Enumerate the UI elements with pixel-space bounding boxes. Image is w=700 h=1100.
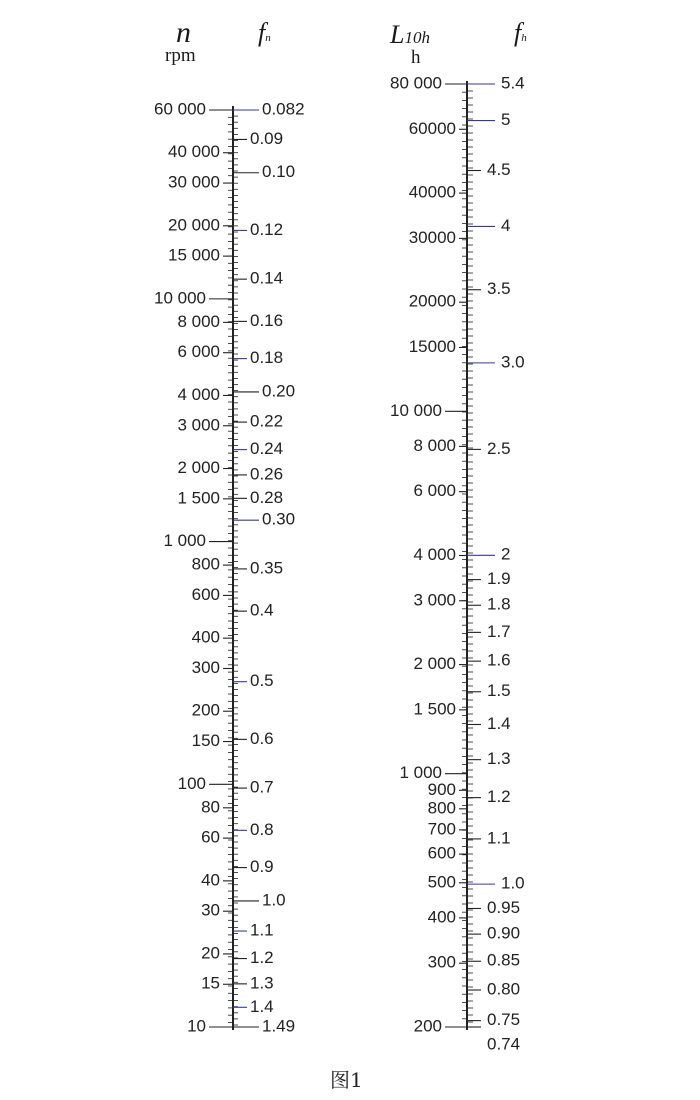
l10h-tick-label: 10 000 <box>390 400 442 420</box>
fh-tick-label: 1.7 <box>487 621 511 641</box>
fn-tick-label: 0.082 <box>262 99 305 119</box>
fn-tick-label: 0.12 <box>250 219 284 239</box>
fh-tick-label: 1.1 <box>487 828 511 848</box>
fn-tick-label: 0.4 <box>250 600 274 620</box>
l10h-tick-label: 500 <box>427 872 456 892</box>
fh-tick-label: 0.75 <box>487 1010 521 1030</box>
n-tick-label: 15 <box>201 973 220 993</box>
fh-tick-label: 0.74 <box>487 1034 521 1054</box>
n-axis-unit: rpm <box>165 45 196 66</box>
fh-tick-label: 5.4 <box>501 73 525 93</box>
n-tick-label: 30 <box>201 900 220 920</box>
n-tick-label: 20 000 <box>168 215 220 235</box>
l10h-tick-label: 800 <box>427 798 456 818</box>
l10h-tick-label: 300 <box>427 952 456 972</box>
l10h-tick-label: 900 <box>427 779 456 799</box>
fh-tick-label: 5 <box>501 109 511 129</box>
fn-tick-label: 1.1 <box>250 920 274 940</box>
l10h-tick-label: 20000 <box>408 291 456 311</box>
n-tick-label: 1 000 <box>163 531 206 551</box>
n-tick-label: 60 <box>201 827 220 847</box>
n-tick-label: 1 500 <box>177 488 220 508</box>
fh-tick-label: 3.0 <box>501 352 525 372</box>
n-tick-label: 3 000 <box>177 415 220 435</box>
l10h-tick-label: 600 <box>427 843 456 863</box>
n-tick-label: 10 000 <box>154 288 206 308</box>
fn-symbol: f <box>258 18 266 47</box>
fh-tick-label: 1.2 <box>487 787 511 807</box>
fn-tick-label: 1.3 <box>250 973 274 993</box>
n-symbol: n <box>176 16 191 49</box>
n-tick-label: 100 <box>177 773 206 793</box>
fh-tick-label: 1.8 <box>487 594 511 614</box>
fh-tick-label: 2.5 <box>487 438 511 458</box>
fn-tick-label: 0.24 <box>250 439 284 459</box>
fh-tick-label: 1.9 <box>487 569 511 589</box>
fn-tick-label: 1.0 <box>262 890 286 910</box>
fn-tick-label: 0.9 <box>250 857 274 877</box>
l10h-symbol: L <box>390 20 405 49</box>
fh-tick-label: 1.4 <box>487 713 511 733</box>
l10h-tick-label: 8 000 <box>413 435 456 455</box>
n-tick-label: 10 <box>187 1016 206 1036</box>
fh-tick-label: 0.80 <box>487 979 521 999</box>
fn-tick-label: 1.4 <box>250 996 274 1016</box>
fn-tick-label: 0.26 <box>250 464 284 484</box>
fn-tick-label: 1.2 <box>250 948 274 968</box>
l10h-tick-label: 80 000 <box>390 73 442 93</box>
fh-tick-label: 0.85 <box>487 950 521 970</box>
fn-tick-label: 0.8 <box>250 819 274 839</box>
l10h-tick-label: 15000 <box>408 336 456 356</box>
n-tick-label: 40 000 <box>168 142 220 162</box>
n-tick-label: 2 000 <box>177 457 220 477</box>
fh-tick-label: 0.95 <box>487 897 521 917</box>
l10h-tick-label: 1 500 <box>413 699 456 719</box>
l10h-tick-label: 700 <box>427 819 456 839</box>
n-tick-label: 150 <box>191 731 220 751</box>
fn-tick-label: 0.28 <box>250 487 284 507</box>
l10h-tick-label: 2 000 <box>413 654 456 674</box>
fn-tick-label: 0.30 <box>262 509 296 529</box>
l10h-tick-label: 4 000 <box>413 544 456 564</box>
fn-subscript: n <box>265 32 271 44</box>
n-tick-label: 60 000 <box>154 99 206 119</box>
n-tick-label: 800 <box>191 554 220 574</box>
n-tick-label: 20 <box>201 943 220 963</box>
fh-subscript: h <box>521 32 527 44</box>
fh-tick-label: 0.90 <box>487 923 521 943</box>
fh-tick-label: 3.5 <box>487 279 511 299</box>
l10h-tick-label: 400 <box>427 907 456 927</box>
fh-tick-label: 4 <box>501 215 511 235</box>
l10h-tick-label: 1 000 <box>399 763 442 783</box>
fh-symbol: f <box>514 18 522 47</box>
fn-tick-label: 0.09 <box>250 128 284 148</box>
fn-tick-label: 0.6 <box>250 728 274 748</box>
n-tick-label: 30 000 <box>168 172 220 192</box>
fn-tick-label: 0.5 <box>250 671 274 691</box>
fn-tick-label: 0.22 <box>250 411 284 431</box>
fn-tick-label: 0.7 <box>250 777 274 797</box>
n-tick-label: 600 <box>191 584 220 604</box>
fh-tick-label: 1.6 <box>487 650 511 670</box>
l10h-axis-unit: h <box>411 47 421 68</box>
n-tick-label: 40 <box>201 870 220 890</box>
fh-tick-label: 2 <box>501 544 511 564</box>
fn-tick-label: 0.14 <box>250 268 284 288</box>
fn-tick-label: 1.49 <box>262 1016 296 1036</box>
n-tick-label: 8 000 <box>177 311 220 331</box>
n-tick-label: 400 <box>191 627 220 647</box>
figure-caption: 图1 <box>330 1068 363 1092</box>
fh-tick-label: 1.3 <box>487 749 511 769</box>
l10h-tick-label: 30000 <box>408 227 456 247</box>
fn-tick-label: 0.16 <box>250 310 284 330</box>
n-tick-label: 80 <box>201 797 220 817</box>
l10h-tick-label: 3 000 <box>413 590 456 610</box>
n-tick-label: 6 000 <box>177 342 220 362</box>
l10h-tick-label: 60000 <box>408 118 456 138</box>
fh-tick-label: 1.5 <box>487 681 511 701</box>
l10h-subscript: 10h <box>404 28 430 47</box>
n-tick-label: 15 000 <box>168 245 220 265</box>
l10h-tick-label: 6 000 <box>413 481 456 501</box>
n-tick-label: 200 <box>191 700 220 720</box>
l10h-tick-label: 40000 <box>408 182 456 202</box>
l10h-tick-label: 200 <box>413 1016 442 1036</box>
fh-tick-label: 1.0 <box>501 873 525 893</box>
fn-tick-label: 0.10 <box>262 162 296 182</box>
n-tick-label: 300 <box>191 657 220 677</box>
n-tick-label: 4 000 <box>177 384 220 404</box>
fh-tick-label: 4.5 <box>487 159 511 179</box>
fn-tick-label: 0.18 <box>250 348 284 368</box>
fn-tick-label: 0.35 <box>250 558 284 578</box>
fn-tick-label: 0.20 <box>262 381 296 401</box>
